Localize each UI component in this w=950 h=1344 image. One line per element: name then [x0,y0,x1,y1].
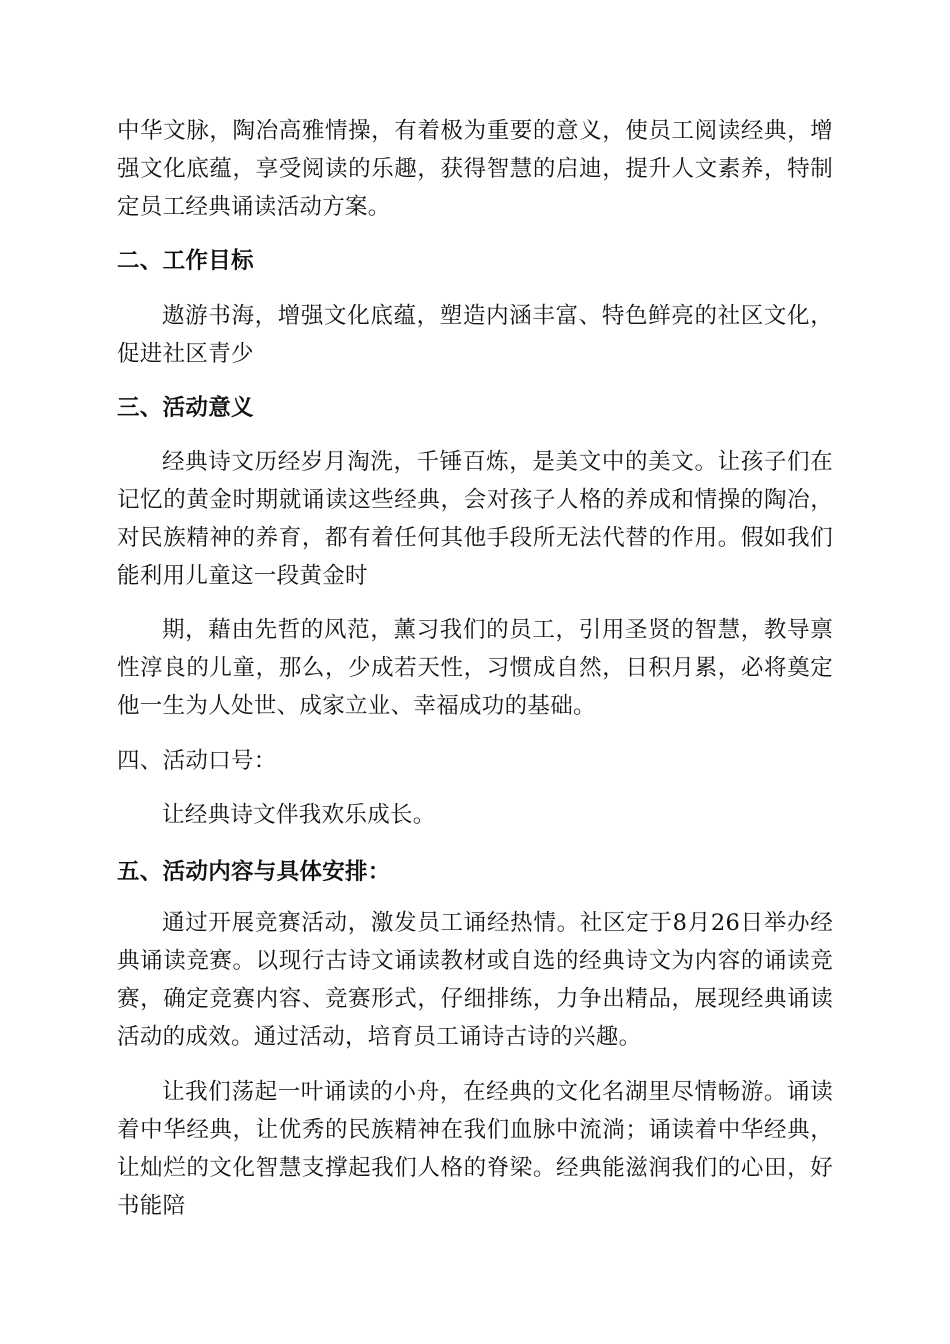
intro-paragraph: 中华文脉，陶冶高雅情操，有着极为重要的意义，使员工阅读经典，增强文化底蕴，享受阅读的乐趣，获得智慧的启迪，提升人文素养，特制定员工经典诵读活动方案。 [117,118,833,220]
heading-activity-significance: 三、活动意义 [117,395,254,421]
content-paragraph-1: 通过开展竞赛活动，激发员工诵经热情。社区定于8月26日举办经典诵读竞赛。以现行古诗文诵读教材或自选的经典诗文为内容的诵读竞赛，确定竞赛内容、竞赛形式，仔细排练，力争出精品，展现经典诵读活动的成效。通过活动，培育员工诵诗古诗的兴趣。 [117,910,833,1050]
heading-activity-content: 五、活动内容与具体安排： [117,859,391,885]
heading-activity-slogan: 四、活动口号： [117,748,277,774]
significance-paragraph-1: 经典诗文历经岁月淘洗，千锤百炼，是美文中的美文。让孩子们在记忆的黄金时期就诵读这些经典，会对孩子人格的养成和情操的陶冶，对民族精神的养育，都有着任何其他手段所无法代替的作用。假如我们能利用儿童这一段黄金时 [117,449,833,589]
heading-work-goals: 二、工作目标 [117,248,254,274]
slogan-paragraph: 让经典诗文伴我欢乐成长。 [162,802,436,828]
significance-paragraph-2: 期，藉由先哲的风范，薰习我们的员工，引用圣贤的智慧，教导禀性淳良的儿童，那么，少成若天性，习惯成自然，日积月累，必将奠定他一生为人处世、成家立业、幸福成功的基础。 [117,617,833,719]
work-goals-paragraph: 遨游书海，增强文化底蕴，塑造内涵丰富、特色鲜亮的社区文化，促进社区青少 [117,303,833,367]
content-paragraph-2: 让我们荡起一叶诵读的小舟，在经典的文化名湖里尽情畅游。诵读着中华经典，让优秀的民族精神在我们血脉中流淌；诵读着中华经典，让灿烂的文化智慧支撑起我们人格的脊梁。经典能滋润我们的心田，好书能陪 [117,1079,833,1219]
